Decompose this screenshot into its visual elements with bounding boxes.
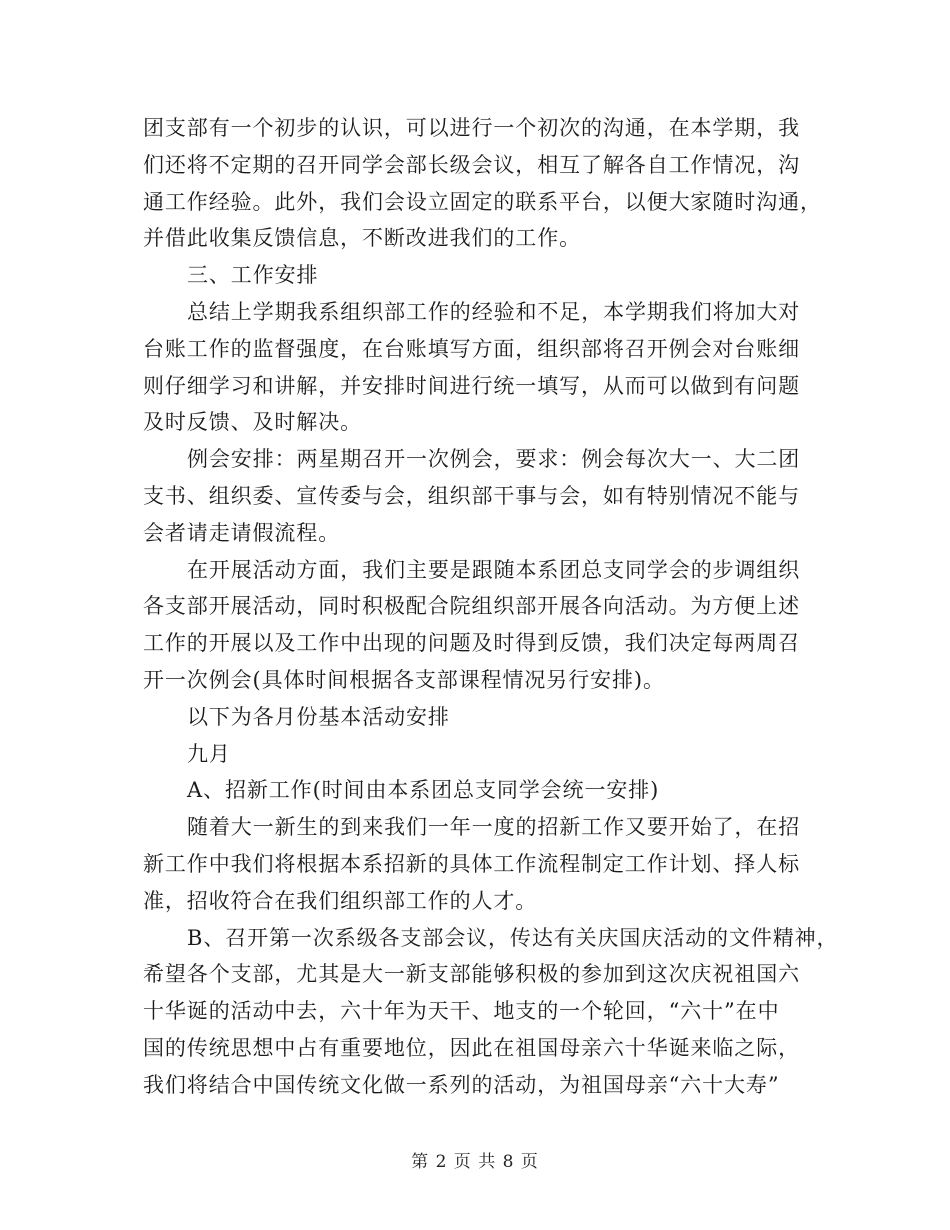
text-line: 团支部有一个初步的认识，可以进行一个初次的沟通，在本学期，我 — [143, 116, 800, 140]
text-line: 工作的开展以及工作中出现的问题及时得到反馈，我们决定每两周召 — [143, 631, 800, 656]
text-line: B、召开第一次系级各支部会议，传达有关庆国庆活动的文件精神， — [187, 925, 839, 950]
text-line: 三、工作安排 — [187, 263, 319, 288]
text-line: 我们将结合中国传统文化做一系列的活动，为祖国母亲“六十大寿” — [143, 1072, 780, 1097]
text-line: 及时反馈、及时解决。 — [143, 410, 362, 435]
text-line: 十华诞的活动中去，六十年为天干、地支的一个轮回，“六十”在中 — [143, 999, 780, 1024]
text-line: 例会安排：两星期召开一次例会，要求：例会每次大一、大二团 — [187, 447, 801, 472]
page-footer: 第 2 页 共 8 页 — [411, 1152, 539, 1172]
text-line: 随着大一新生的到来我们一年一度的招新工作又要开始了，在招 — [187, 815, 801, 840]
text-line: 各支部开展活动，同时积极配合院组织部开展各向活动。为方便上述 — [143, 594, 800, 619]
text-line: 支书、组织委、宣传委与会，组织部干事与会，如有特别情况不能与 — [143, 483, 800, 508]
document-body — [143, 110, 839, 1104]
text-line: 通工作经验。此外，我们会设立固定的联系平台，以便大家随时沟通， — [143, 189, 822, 214]
text-line: 则仔细学习和讲解，并安排时间进行统一填写，从而可以做到有问题 — [143, 373, 800, 398]
text-line: 并借此收集反馈信息，不断改进我们的工作。 — [143, 226, 581, 251]
text-line: A、招新工作(时间由本系团总支同学会统一安排) — [187, 778, 660, 803]
text-line: 以下为各月份基本活动安排 — [187, 704, 450, 729]
text-line: 新工作中我们将根据本系招新的具体工作流程制定工作计划、择人标 — [143, 851, 800, 876]
text-line: 在开展活动方面，我们主要是跟随本系团总支同学会的步调组织 — [187, 557, 801, 582]
text-line: 九月 — [187, 741, 231, 766]
text-line: 会者请走请假流程。 — [143, 520, 341, 545]
text-line: 准，招收符合在我们组织部工作的人才。 — [143, 888, 538, 913]
text-line: 希望各个支部，尤其是大一新支部能够积极的参加到这次庆祝祖国六 — [143, 962, 800, 987]
text-line: 开一次例会(具体时间根据各支部课程情况另行安排)。 — [143, 667, 665, 692]
text-line: 台账工作的监督强度，在台账填写方面，组织部将召开例会对台账细 — [143, 336, 800, 361]
text-line: 国的传统思想中占有重要地位，因此在祖国母亲六十华诞来临之际， — [143, 1035, 800, 1060]
text-line: 总结上学期我系组织部工作的经验和不足，本学期我们将加大对 — [187, 299, 801, 324]
text-line: 们还将不定期的召开同学会部长级会议，相互了解各自工作情况，沟 — [143, 152, 800, 177]
